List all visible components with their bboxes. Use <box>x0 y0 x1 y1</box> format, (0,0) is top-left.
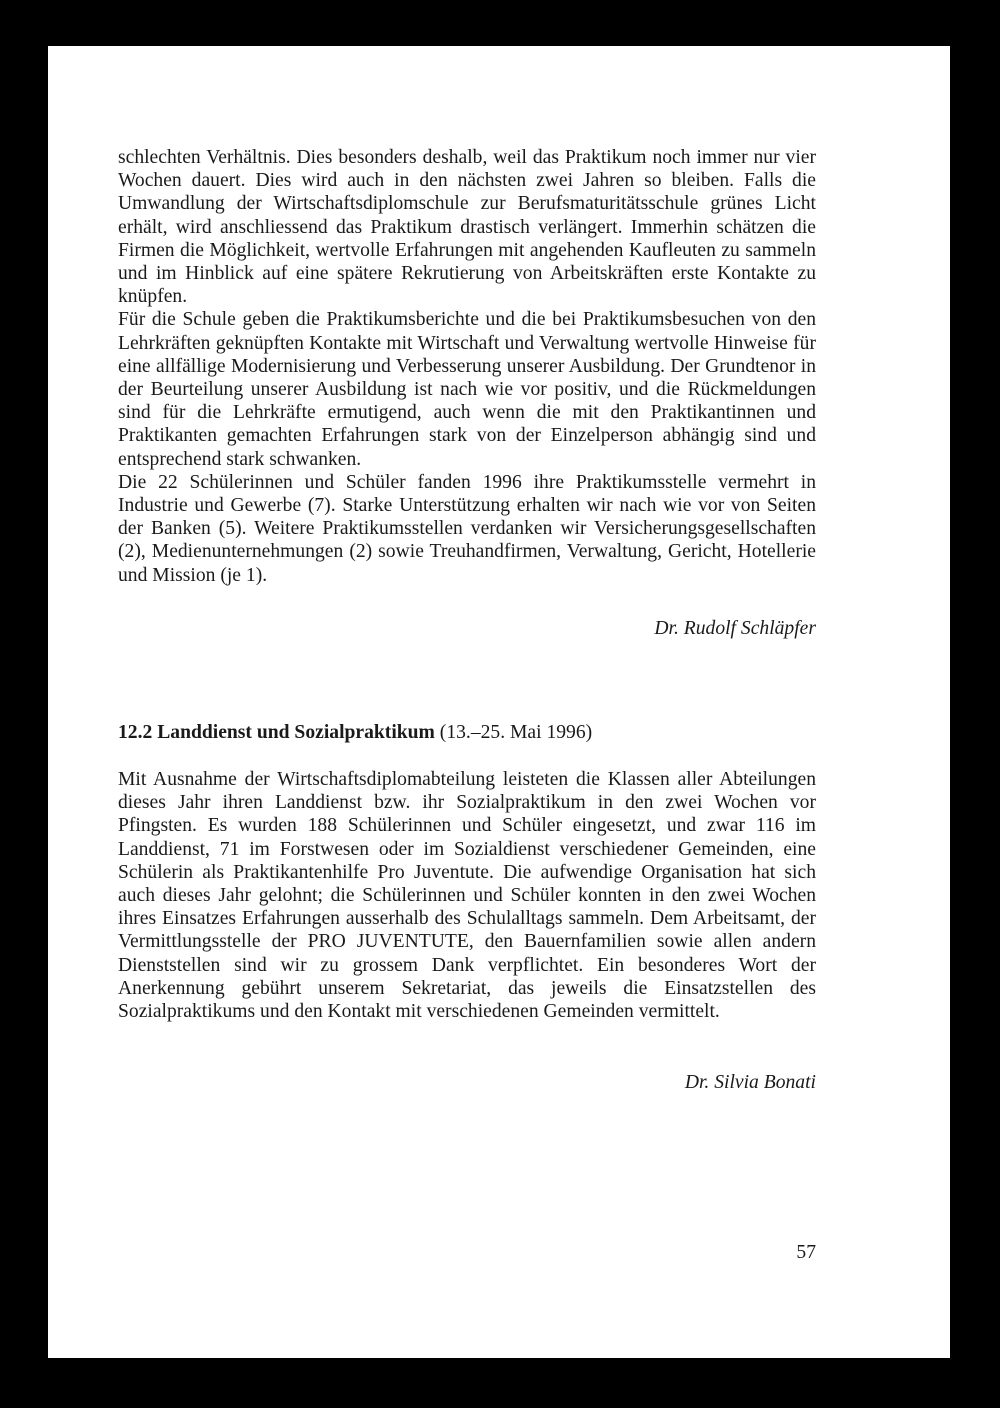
paragraph-3: Die 22 Schülerinnen und Schüler fanden 1996 ihre Praktikumsstelle vermehrt in Industrie und Gewerbe (7). Starke Unterstützung erhalten wir nach wie vor von Seiten der Banken (5). Weitere Praktikumsstellen verdanken wir Versicherungsgesellschaften (2), Medienunternehmungen (2) sowie Treuhandfirmen, Verwaltung, Gericht, Hotellerie und Mission (je 1). <box>118 471 816 586</box>
signature-schlaepfer: Dr. Rudolf Schläpfer <box>654 618 816 639</box>
section-dates: (13.–25. Mai 1996) <box>439 722 593 743</box>
section-heading <box>118 722 816 744</box>
signature-bonati: Dr. Silvia Bonati <box>684 1072 816 1093</box>
page-number: 57 <box>796 1242 816 1263</box>
document-page <box>48 46 950 1358</box>
section-1-body <box>118 146 816 587</box>
paragraph-2: Für die Schule geben die Praktikumsberichte und die bei Praktikumsbesuchen von den Lehrkräften geknüpften Kontakte mit Wirtschaft und Verwaltung wertvolle Hinweise für eine allfällige Modernisierung und Verbesserung unserer Ausbildung. Der Grundtenor in der Beurteilung unserer Ausbildung ist nach wie vor positiv, und die Rückmeldungen sind für die Lehrkräfte ermutigend, auch wenn die mit den Praktikantinnen und Praktikanten gemachten Erfahrungen stark von der Einzelperson abhängig sind und entsprechend stark schwanken. <box>118 309 816 470</box>
paragraph-1: schlechten Verhältnis. Dies besonders deshalb, weil das Praktikum noch immer nur vier Wochen dauert. Dies wird auch in den nächsten zwei Jahren so bleiben. Falls die Umwandlung der Wirtschaftsdiplomschule zur Berufsmaturitätsschule grünes Licht erhält, wird anschliessend das Praktikum drastisch verlängert. Immerhin schätzen die Firmen die Möglichkeit, wertvolle Erfahrungen mit angehenden Kaufleuten zu sammeln und im Hinblick auf eine spätere Rekrutierung von Arbeitskräften erste Kontakte zu knüpfen. <box>118 147 816 308</box>
paragraph-4: Mit Ausnahme der Wirtschaftsdiplomabteilung leisteten die Klassen aller Abteilungen dieses Jahr ihren Landdienst bzw. ihr Sozialpraktikum in den zwei Wochen vor Pfingsten. Es wurden 188 Schülerinnen und Schüler eingesetzt, und zwar 116 im Landdienst, 71 im Forstwesen oder im Sozialdienst verschiedener Gemeinden, eine Schülerin als Praktikantenhilfe Pro Juventute. Die aufwendige Organisation hat sich auch dieses Jahr gelohnt; die Schülerinnen und Schüler konnten in den zwei Wochen ihres Einsatzes Erfahrungen ausserhalb des Schulalltags sammeln. Dem Arbeitsamt, der Vermittlungsstelle der PRO JUVENTUTE, den Bauernfamilien sowie allen andern Dienststellen sind wir zu grossem Dank verpflichtet. Ein besonderes Wort der Anerkennung gebührt unserem Sekretariat, das jeweils die Einsatzstellen des Sozialpraktikums und den Kontakt mit verschiedenen Gemeinden vermittelt. <box>118 769 816 1023</box>
section-title: Landdienst und Sozialpraktikum <box>157 722 435 743</box>
section-2-body <box>118 768 816 1023</box>
section-number: 12.2 <box>118 722 153 743</box>
